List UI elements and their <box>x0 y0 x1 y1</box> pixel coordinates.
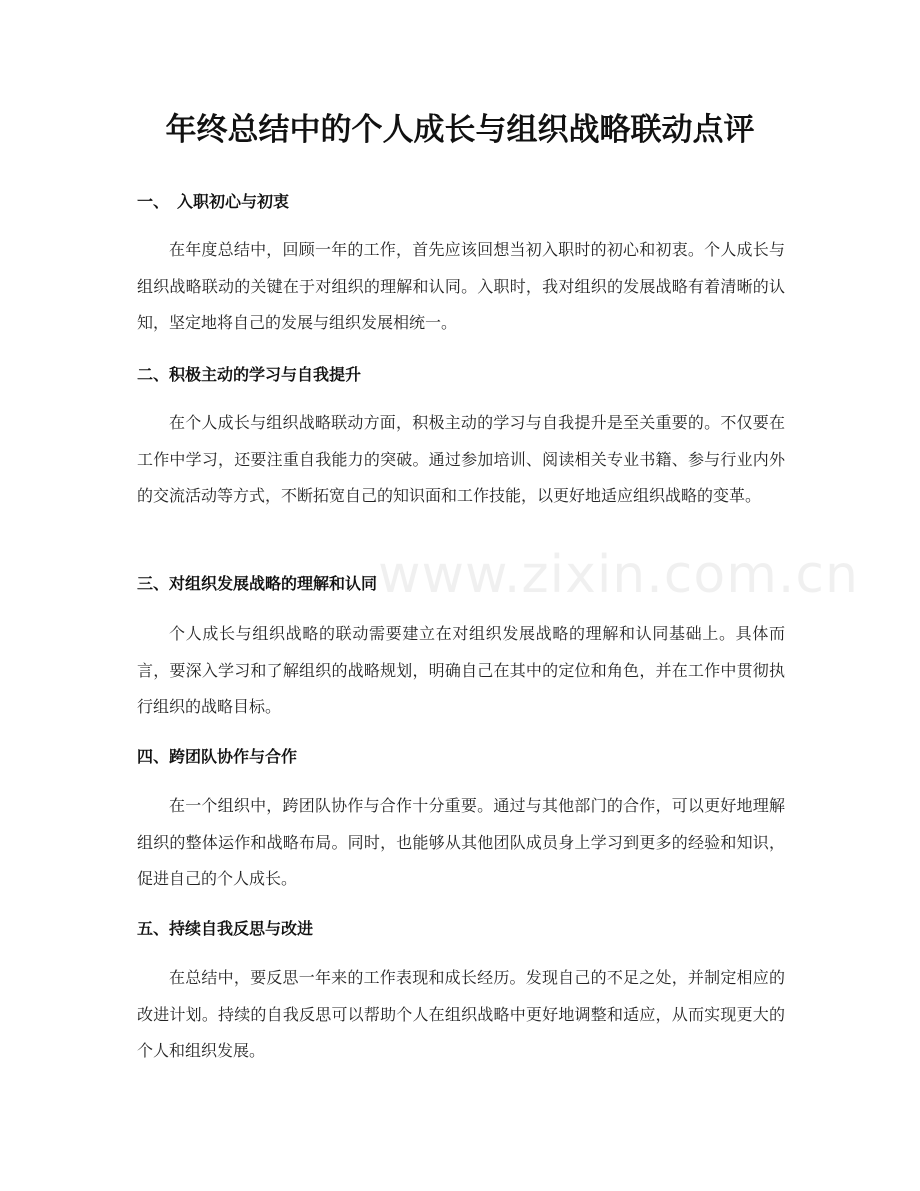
section-paragraph-3: 个人成长与组织战略的联动需要建立在对组织发展战略的理解和认同基础上。具体而言，要深入学习和了解组织的战略规划，明确自己在其中的定位和角色，并在工作中贯彻执行组织的战略目标。 <box>137 624 785 716</box>
page-title: 年终总结中的个人成长与组织战略联动点评 <box>165 112 755 148</box>
section-paragraph-2: 在个人成长与组织战略联动方面，积极主动的学习与自我提升是至关重要的。不仅要在工作中学习，还要注重自我能力的突破。通过参加培训、阅读相关专业书籍、参与行业内外的交流活动等方式，不断拓宽自己的知识面和工作技能，以更好地适应组织战略的变革。 <box>137 413 785 505</box>
section-paragraph-1: 在年度总结中，回顾一年的工作，首先应该回想当初入职时的初心和初衷。个人成长与组织战略联动的关键在于对组织的理解和认同。入职时，我对组织的发展战略有着清晰的认知，坚定地将自己的发展与组织发展相统一。 <box>137 240 785 332</box>
section-heading-2: 二、积极主动的学习与自我提升 <box>137 365 362 384</box>
section-heading-3: 三、对组织发展战略的理解和认同 <box>137 574 378 593</box>
section-paragraph-4: 在一个组织中，跨团队协作与合作十分重要。通过与其他部门的合作，可以更好地理解组织的整体运作和战略布局。同时，也能够从其他团队成员身上学习到更多的经验和知识，促进自己的个人成长。 <box>137 796 785 888</box>
watermark: www.zixin.com.cn <box>378 545 859 605</box>
section-heading-4: 四、跨团队协作与合作 <box>137 747 298 766</box>
section-heading-5: 五、持续自我反思与改进 <box>137 919 314 938</box>
section-paragraph-5: 在总结中，要反思一年来的工作表现和成长经历。发现自己的不足之处，并制定相应的改进计划。持续的自我反思可以帮助个人在组织战略中更好地调整和适应，从而实现更大的个人和组织发展。 <box>137 968 785 1060</box>
section-heading-1: 一、 入职初心与初衷 <box>137 192 290 211</box>
